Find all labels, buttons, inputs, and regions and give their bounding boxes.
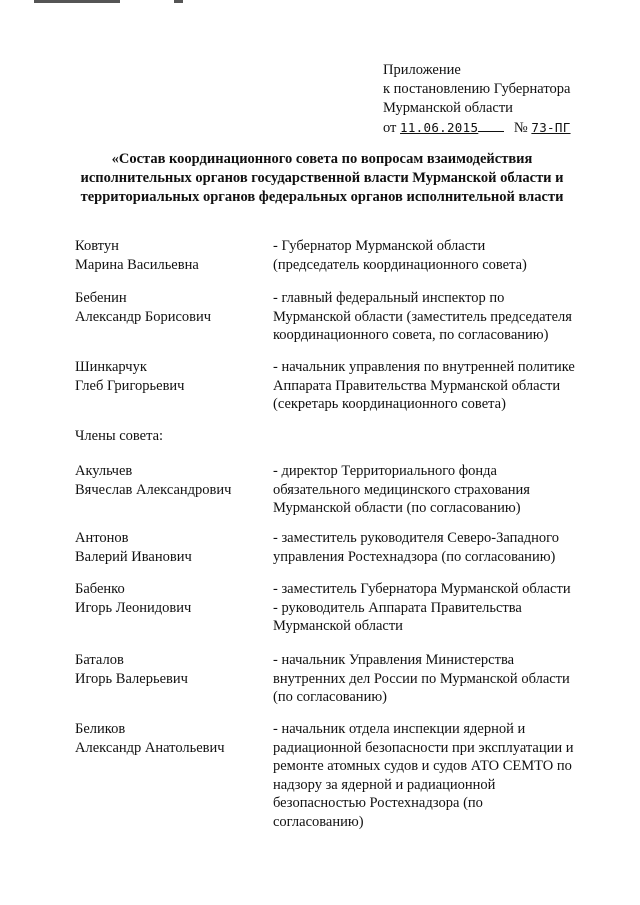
- role-line: обязательного медицинского страхования: [273, 481, 530, 498]
- person-name: [75, 529, 265, 566]
- role-line: (председатель координационного совета): [273, 256, 527, 273]
- person-role: [273, 720, 618, 831]
- person-role: [273, 358, 618, 414]
- person-name: [75, 237, 265, 274]
- role-line: - начальник управления по внутренней политике: [273, 359, 575, 375]
- role-line: - Губернатор Мурманской области: [273, 238, 486, 254]
- role-line: Аппарата Правительства Мурманской области: [273, 377, 561, 394]
- appendix-date-line: [383, 118, 571, 138]
- role-line: надзору за ядерной и радиационной: [273, 776, 496, 793]
- page-top-mark: [174, 0, 183, 3]
- person-surname: Ковтун: [75, 238, 119, 254]
- role-line: внутренних дел России по Мурманской области: [273, 670, 570, 687]
- person-surname: Шинкарчук: [75, 359, 147, 375]
- person-role: [273, 651, 618, 707]
- person-given-names: Игорь Валерьевич: [75, 670, 188, 687]
- role-line: - директор Территориального фонда: [273, 463, 497, 479]
- person-name: [75, 720, 265, 757]
- person-given-names: Валерий Иванович: [75, 548, 192, 565]
- person-role: [273, 462, 618, 518]
- person-surname: Антонов: [75, 530, 129, 546]
- role-line: радиационной безопасности при эксплуатации и: [273, 739, 574, 756]
- role-line: согласованию): [273, 813, 364, 830]
- person-given-names: Александр Анатольевич: [75, 739, 225, 756]
- role-line: - главный федеральный инспектор по: [273, 290, 505, 306]
- role-line: - заместитель руководителя Северо-Западного: [273, 530, 559, 546]
- person-surname: Бабенко: [75, 581, 125, 597]
- decree-date: 11.06.2015: [400, 120, 479, 135]
- decree-number: 73-ПГ: [531, 120, 571, 135]
- page-top-mark: [34, 0, 120, 3]
- person-role: [273, 529, 618, 566]
- person-name: [75, 358, 265, 395]
- title-line: «Состав координационного совета по вопросам взаимодействия: [111, 151, 533, 167]
- role-line: - начальник Управления Министерства: [273, 652, 515, 668]
- person-surname: Акульчев: [75, 463, 133, 479]
- appendix-header: [383, 61, 571, 138]
- title-line: исполнительных органов государственной власти Мурманской области и: [80, 170, 564, 186]
- role-line: Мурманской области: [273, 618, 403, 634]
- appendix-region-line: Мурманской области: [383, 100, 513, 116]
- document-title: [62, 150, 582, 207]
- person-given-names: Марина Васильевна: [75, 256, 199, 273]
- person-role: [273, 580, 618, 636]
- person-surname: Беликов: [75, 721, 126, 737]
- role-line: - начальник отдела инспекции ядерной и: [273, 721, 526, 737]
- role-line: управления Ростехнадзора (по согласованию): [273, 548, 556, 565]
- role-line: безопасностью Ростехнадзора (по: [273, 795, 483, 811]
- date-prefix: от: [383, 120, 397, 136]
- title-line: территориальных органов федеральных органов исполнительной власти: [80, 189, 564, 205]
- person-role: [273, 237, 618, 274]
- role-line: (по согласованию): [273, 689, 387, 705]
- role-line: - руководитель Аппарата Правительства: [273, 599, 522, 616]
- role-line: - заместитель Губернатора Мурманской области: [273, 581, 571, 597]
- person-surname: Бебенин: [75, 290, 127, 306]
- person-role: [273, 289, 618, 345]
- person-name: [75, 462, 265, 499]
- role-line: (секретарь координационного совета): [273, 396, 506, 412]
- person-given-names: Глеб Григорьевич: [75, 377, 185, 394]
- role-line: координационного совета, по согласованию): [273, 327, 549, 343]
- role-line: ремонте атомных судов и судов АТО СЕМТО по: [273, 758, 572, 774]
- members-heading: Члены совета:: [75, 428, 164, 444]
- person-given-names: Александр Борисович: [75, 308, 212, 325]
- appendix-label: Приложение: [383, 62, 461, 78]
- person-given-names: Вячеслав Александрович: [75, 481, 232, 498]
- person-given-names: Игорь Леонидович: [75, 599, 192, 616]
- person-surname: Баталов: [75, 652, 124, 668]
- person-name: [75, 289, 265, 326]
- number-prefix: №: [513, 120, 528, 136]
- person-name: [75, 651, 265, 688]
- person-name: [75, 580, 265, 617]
- appendix-decree-line: к постановлению Губернатора: [383, 81, 571, 97]
- role-line: Мурманской области (заместитель председателя: [273, 308, 572, 325]
- role-line: Мурманской области (по согласованию): [273, 500, 521, 516]
- date-blank-underline: [478, 119, 504, 132]
